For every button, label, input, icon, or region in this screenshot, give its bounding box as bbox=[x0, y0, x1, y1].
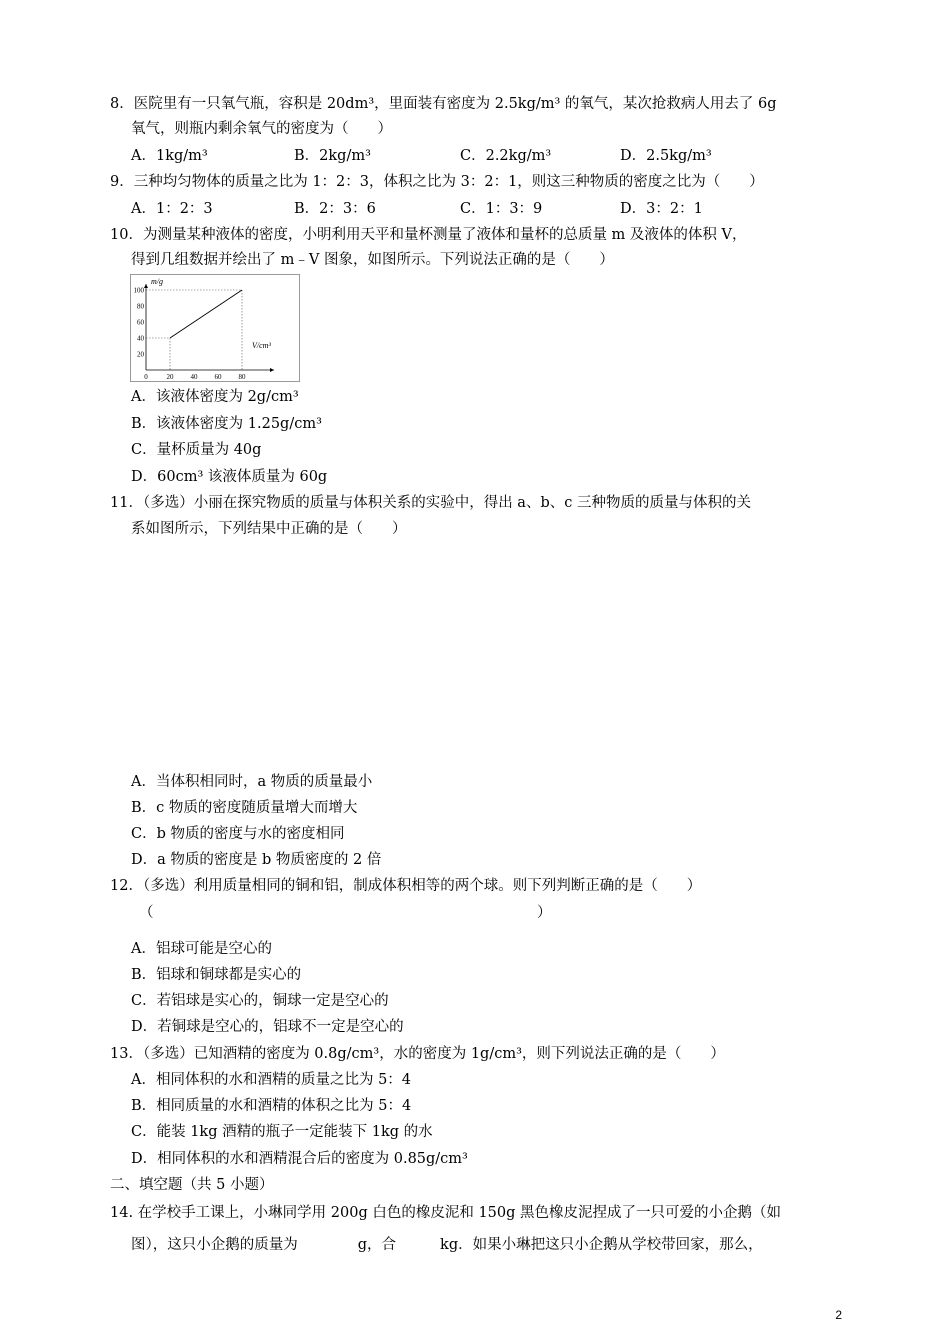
q11-option-d: D．a 物质的密度是 b 物质密度的 2 倍 bbox=[131, 852, 382, 868]
q14-text-a: 图），这只小企鹅的质量为 bbox=[131, 1237, 298, 1253]
q9-option-a: A．1：2：3 bbox=[131, 201, 213, 217]
mass-volume-chart bbox=[130, 274, 300, 382]
q13-option-a: A．相同体积的水和酒精的质量之比为 5：4 bbox=[131, 1072, 412, 1088]
q12-line1: 12．（多选）利用质量相同的铜和铝，制成体积相等的两个球。则下列判断正确的是（ ） bbox=[110, 878, 702, 894]
q13-option-d: D．相同体积的水和酒精混合后的密度为 0.85g/cm³ bbox=[131, 1151, 468, 1167]
q14-text-c: kg．如果小琳把这只小企鹅从学校带回家，那么， bbox=[440, 1237, 763, 1253]
y-axis-label: m/g bbox=[151, 277, 163, 286]
y-tick-label: 80 bbox=[137, 302, 144, 311]
x-axis-label: V/cm³ bbox=[252, 341, 271, 350]
chart-frame bbox=[131, 275, 300, 382]
q9-option-b: B．2：3：6 bbox=[294, 201, 376, 217]
q11-option-b: B．c 物质的密度随质量增大而增大 bbox=[131, 800, 358, 816]
y-tick-label: 20 bbox=[137, 350, 144, 359]
y-tick-label: 60 bbox=[137, 318, 144, 327]
q12-option-b: B．铝球和铜球都是实心的 bbox=[131, 967, 302, 983]
q10-option-d: D．60cm³ 该液体质量为 60g bbox=[131, 469, 328, 485]
x-tick-label: 60 bbox=[214, 373, 222, 381]
x-tick-label: 40 bbox=[190, 373, 198, 381]
y-tick-label: 40 bbox=[137, 334, 144, 343]
q10-option-b: B．该液体密度为 1.25g/cm³ bbox=[131, 416, 322, 432]
q10-option-c: C．量杯质量为 40g bbox=[131, 442, 262, 458]
q12-bracket-close: ） bbox=[537, 905, 552, 921]
q8-line2: 氧气，则瓶内剩余氧气的密度为（ ） bbox=[131, 121, 392, 137]
q11-line2: 系如图所示，下列结果中正确的是（ ） bbox=[131, 521, 407, 537]
q13-option-b: B．相同质量的水和酒精的体积之比为 5：4 bbox=[131, 1098, 412, 1114]
q8-line1: 8．医院里有一只氧气瓶，容积是 20dm³，里面装有密度为 2.5kg/m³ 的氧气，某次抢救病人用去了 6g bbox=[110, 96, 777, 112]
q11-option-a: A．当体积相同时，a 物质的质量最小 bbox=[131, 774, 373, 790]
q8-option-a: A．1kg/m³ bbox=[131, 148, 208, 164]
q13-line1: 13．（多选）已知酒精的密度为 0.8g/cm³，水的密度为 1g/cm³，则下列说法正确的是（ ） bbox=[110, 1046, 725, 1062]
q13-option-c: C．能装 1kg 酒精的瓶子一定能装下 1kg 的水 bbox=[131, 1124, 433, 1140]
x-tick-label: 20 bbox=[166, 373, 174, 381]
q8-option-c: C．2.2kg/m³ bbox=[460, 148, 552, 164]
q10-line1: 10．为测量某种液体的密度，小明利用天平和量杯测量了液体和量杯的总质量 m 及液体的体积 V， bbox=[110, 227, 747, 243]
q9-option-c: C．1：3：9 bbox=[460, 201, 543, 217]
q14-line2 bbox=[131, 1235, 763, 1255]
q10-line2: 得到几组数据并绘出了 m﹣V 图象，如图所示。下列说法正确的是（ ） bbox=[131, 252, 614, 268]
q9-options bbox=[131, 199, 703, 219]
x-tick-label: 80 bbox=[238, 373, 246, 381]
page-number: 2 bbox=[835, 1308, 842, 1322]
x-tick-label: 0 bbox=[144, 373, 148, 381]
q9-option-d: D．3：2：1 bbox=[620, 201, 703, 217]
q14-line1: 14. 在学校手工课上，小琳同学用 200g 白色的橡皮泥和 150g 黑色橡皮泥捏成了一只可爱的小企鹅（如 bbox=[110, 1205, 782, 1221]
q9-line1: 9．三种均匀物体的质量之比为 1：2：3，体积之比为 3：2：1，则这三种物质的密度之比为（ ） bbox=[110, 174, 764, 190]
q10-option-a: A．该液体密度为 2g/cm³ bbox=[131, 389, 299, 405]
q8-options bbox=[131, 146, 712, 166]
q8-option-d: D．2.5kg/m³ bbox=[620, 148, 712, 164]
q11-option-c: C．b 物质的密度与水的密度相同 bbox=[131, 826, 345, 842]
y-tick-label: 100 bbox=[133, 286, 144, 295]
q12-option-d: D．若铜球是空心的，铝球不一定是空心的 bbox=[131, 1019, 404, 1035]
q14-text-b: g，合 bbox=[357, 1237, 397, 1253]
section-heading-fill-in: 二、填空题（共 5 小题） bbox=[110, 1177, 274, 1193]
q12-option-c: C．若铝球是实心的，铜球一定是空心的 bbox=[131, 993, 389, 1009]
q11-line1: 11．（多选）小丽在探究物质的质量与体积关系的实验中，得出 a、b、c 三种物质的质量与体积的关 bbox=[110, 495, 751, 511]
q12-bracket-open: （ bbox=[139, 905, 154, 921]
q8-option-b: B．2kg/m³ bbox=[294, 148, 371, 164]
q12-option-a: A．铝球可能是空心的 bbox=[131, 941, 272, 957]
